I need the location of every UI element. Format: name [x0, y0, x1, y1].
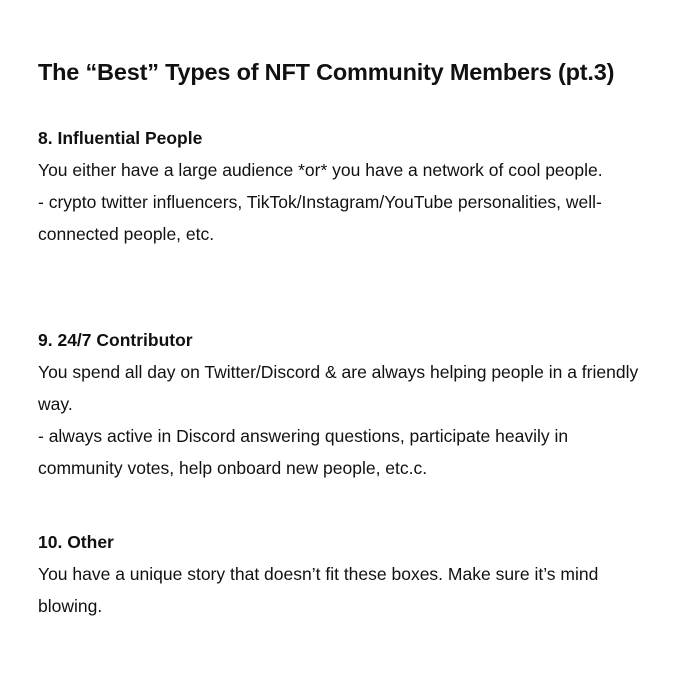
section-description: You spend all day on Twitter/Discord & are always helping people in a friendly way. — [38, 362, 639, 414]
section-other — [38, 526, 648, 622]
section-influential-people — [38, 122, 648, 250]
page-title: The “Best” Types of NFT Community Members (pt.3) — [38, 59, 615, 85]
section-description: You have a unique story that doesn’t fit these boxes. Make sure it’s mind blowing. — [38, 564, 599, 616]
section-heading: 8. Influential People — [38, 128, 203, 148]
section-examples: - always active in Discord answering questions, participate heavily in community votes, help onboard new people, etc.c. — [38, 426, 569, 478]
section-contributor — [38, 324, 648, 484]
section-description: You either have a large audience *or* you have a network of cool people. — [38, 160, 603, 180]
section-heading: 10. Other — [38, 532, 114, 552]
section-heading: 9. 24/7 Contributor — [38, 330, 193, 350]
section-examples: - crypto twitter influencers, TikTok/Instagram/YouTube personalities, well-connected people, etc. — [38, 192, 602, 244]
